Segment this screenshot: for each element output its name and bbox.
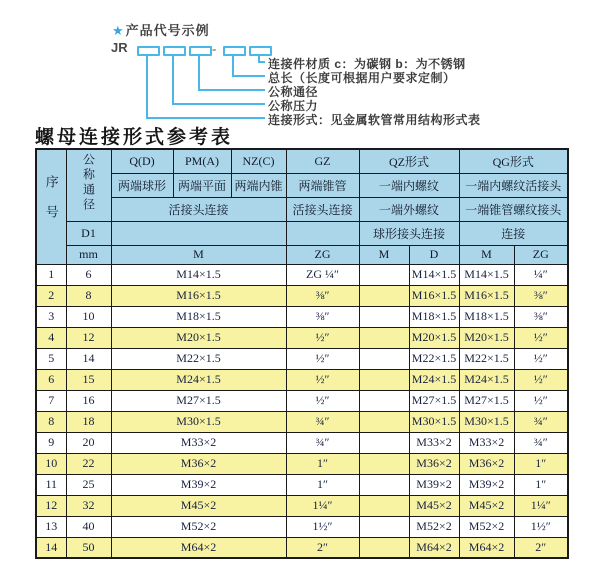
cell-qz-d: M52×2 (409, 516, 459, 537)
cell-nominal-diameter: 14 (66, 348, 111, 369)
cell-qz-d: M64×2 (409, 537, 459, 558)
cell-m-thread: M14×1.5 (111, 264, 286, 285)
cell-qg-m: M64×2 (459, 537, 514, 558)
header-qg-zg-label: ZG (514, 245, 568, 264)
cell-seq: 14 (36, 537, 66, 558)
cell-nominal-diameter: 6 (66, 264, 111, 285)
cell-qg-m: M24×1.5 (459, 369, 514, 390)
cell-nominal-diameter: 22 (66, 453, 111, 474)
cell-qg-zg: ½″ (514, 390, 568, 411)
header-nz-desc: 两端内锥 (231, 173, 286, 197)
header-blank-left (111, 221, 286, 245)
cell-qz-d: M18×1.5 (409, 306, 459, 327)
cell-seq: 6 (36, 369, 66, 390)
cell-gz-zg: 1½″ (286, 516, 359, 537)
cell-m-thread: M18×1.5 (111, 306, 286, 327)
cell-qz-d: M20×1.5 (409, 327, 459, 348)
cell-qg-zg: ½″ (514, 327, 568, 348)
star-icon: ★ (112, 23, 125, 38)
cell-m-thread: M64×2 (111, 537, 286, 558)
cell-qz-m (359, 411, 409, 432)
cell-m-thread: M36×2 (111, 453, 286, 474)
cell-nominal-diameter: 18 (66, 411, 111, 432)
cell-nominal-diameter: 10 (66, 306, 111, 327)
cell-qg-m: M52×2 (459, 516, 514, 537)
table-title: 螺母连接形式参考表 (35, 127, 234, 148)
cell-gz-zg: 1¼″ (286, 495, 359, 516)
cell-seq: 3 (36, 306, 66, 327)
cell-seq: 11 (36, 474, 66, 495)
cell-m-thread: M33×2 (111, 432, 286, 453)
cell-qg-m: M36×2 (459, 453, 514, 474)
cell-qg-m: M18×1.5 (459, 306, 514, 327)
cell-qz-d: M45×2 (409, 495, 459, 516)
cell-qg-m: M27×1.5 (459, 390, 514, 411)
table-row (36, 495, 568, 516)
header-col-q: Q(D) (111, 149, 173, 173)
cell-qg-zg: ¾″ (514, 411, 568, 432)
table-row (36, 390, 568, 411)
cell-seq: 5 (36, 348, 66, 369)
cell-qg-zg: 1″ (514, 453, 568, 474)
cell-gz-zg: ½″ (286, 369, 359, 390)
header-nominal-diameter: 公称通径 (66, 149, 111, 221)
cell-qz-m (359, 495, 409, 516)
cell-m-thread: M24×1.5 (111, 369, 286, 390)
cell-m-thread: M52×2 (111, 516, 286, 537)
table-body (36, 264, 568, 558)
header-qz-m-label: M (359, 245, 409, 264)
cell-m-thread: M22×1.5 (111, 348, 286, 369)
table-row (36, 516, 568, 537)
table-row (36, 264, 568, 285)
cell-gz-zg: ⅜″ (286, 285, 359, 306)
header-qz-connection: 球形接头连接 (359, 221, 459, 245)
table-row (36, 327, 568, 348)
cell-qz-m (359, 537, 409, 558)
cell-qg-m: M33×2 (459, 432, 514, 453)
table-row (36, 411, 568, 432)
callout-label-diameter: 公称通径 (268, 85, 319, 99)
code-box-4 (223, 46, 246, 56)
cell-qg-m: M39×2 (459, 474, 514, 495)
diagram-title (112, 20, 210, 39)
callout-line (172, 103, 265, 105)
cell-seq: 9 (36, 432, 66, 453)
header-gz-connection: 活接头连接 (286, 197, 359, 221)
cell-gz-zg: ⅜″ (286, 306, 359, 327)
cell-m-thread: M20×1.5 (111, 327, 286, 348)
callout-line (232, 75, 265, 77)
table-header (36, 149, 568, 264)
cell-gz-zg: 1″ (286, 453, 359, 474)
cell-qg-zg: 1″ (514, 474, 568, 495)
cell-nominal-diameter: 15 (66, 369, 111, 390)
header-zg-label: ZG (286, 245, 359, 264)
cell-qg-zg: ¼″ (514, 264, 568, 285)
cell-qz-d: M39×2 (409, 474, 459, 495)
cell-qg-zg: 2″ (514, 537, 568, 558)
cell-qg-zg: ½″ (514, 369, 568, 390)
cell-seq: 8 (36, 411, 66, 432)
code-box-2 (163, 46, 186, 56)
cell-seq: 4 (36, 327, 66, 348)
callout-line (198, 54, 200, 91)
header-d1: D1 (66, 221, 111, 245)
cell-qg-m: M20×1.5 (459, 327, 514, 348)
cell-qz-m (359, 306, 409, 327)
header-col-nz: NZ(C) (231, 149, 286, 173)
cell-qg-zg: ⅜″ (514, 306, 568, 327)
cell-m-thread: M16×1.5 (111, 285, 286, 306)
cell-qg-m: M22×1.5 (459, 348, 514, 369)
callout-label-material: 连接件材质 c：为碳钢 b：为不锈钢 (268, 57, 466, 71)
cell-seq: 13 (36, 516, 66, 537)
cell-nominal-diameter: 32 (66, 495, 111, 516)
header-qg-connection: 连接 (459, 221, 568, 245)
cell-nominal-diameter: 12 (66, 327, 111, 348)
cell-qz-m (359, 369, 409, 390)
cell-seq: 12 (36, 495, 66, 516)
diagram-title-text: 产品代号示例 (125, 23, 210, 38)
header-qg-desc-top: 一端内螺纹活接头 (459, 173, 568, 197)
callout-label-connection: 连接形式：见金属软管常用结构形式表 (268, 113, 481, 127)
header-col-qg: QG形式 (459, 149, 568, 173)
cell-qg-zg: 1½″ (514, 516, 568, 537)
cell-qg-m: M14×1.5 (459, 264, 514, 285)
header-qz-d-label: D (409, 245, 459, 264)
header-mm: mm (66, 245, 111, 264)
cell-qz-d: M24×1.5 (409, 369, 459, 390)
header-qg-desc-bottom: 一端锥管螺纹接头 (459, 197, 568, 221)
callout-line (258, 61, 265, 63)
header-q-desc: 两端球形 (111, 173, 173, 197)
cell-nominal-diameter: 40 (66, 516, 111, 537)
callout-line (146, 54, 148, 119)
cell-gz-zg: ½″ (286, 390, 359, 411)
cell-qz-d: M36×2 (409, 453, 459, 474)
cell-gz-zg: ¾″ (286, 411, 359, 432)
cell-qz-m (359, 432, 409, 453)
header-gz-desc: 两端锥管 (286, 173, 359, 197)
table-row (36, 348, 568, 369)
callout-line (198, 89, 265, 91)
cell-qg-zg: ½″ (514, 348, 568, 369)
table-row (36, 369, 568, 390)
code-box-1 (137, 46, 160, 56)
header-seq: 序号 (36, 149, 66, 264)
cell-qg-m: M45×2 (459, 495, 514, 516)
cell-nominal-diameter: 50 (66, 537, 111, 558)
cell-m-thread: M27×1.5 (111, 390, 286, 411)
cell-qg-m: M16×1.5 (459, 285, 514, 306)
header-union-connection: 活接头连接 (111, 197, 286, 221)
cell-nominal-diameter: 8 (66, 285, 111, 306)
cell-qz-m (359, 285, 409, 306)
cell-seq: 7 (36, 390, 66, 411)
cell-qz-m (359, 264, 409, 285)
cell-qz-m (359, 348, 409, 369)
callout-label-length: 总长（长度可根据用户要求定制） (268, 71, 456, 85)
cell-nominal-diameter: 16 (66, 390, 111, 411)
cell-qg-zg: 1¼″ (514, 495, 568, 516)
header-col-pm: PM(A) (173, 149, 231, 173)
header-qg-m-label: M (459, 245, 514, 264)
cell-gz-zg: 2″ (286, 537, 359, 558)
cell-gz-zg: ½″ (286, 348, 359, 369)
table-row (36, 285, 568, 306)
table-row (36, 453, 568, 474)
cell-seq: 10 (36, 453, 66, 474)
product-code-prefix: JR (111, 40, 128, 55)
cell-qz-d: M27×1.5 (409, 390, 459, 411)
cell-seq: 1 (36, 264, 66, 285)
cell-seq: 2 (36, 285, 66, 306)
code-box-3 (189, 46, 212, 56)
cell-qz-m (359, 327, 409, 348)
cell-qz-d: M30×1.5 (409, 411, 459, 432)
callout-label-pressure: 公称压力 (268, 99, 319, 113)
cell-m-thread: M30×1.5 (111, 411, 286, 432)
callout-line (146, 117, 265, 119)
header-col-qz: QZ形式 (359, 149, 459, 173)
cell-gz-zg: ½″ (286, 327, 359, 348)
code-dash: - (212, 41, 217, 56)
table-row (36, 474, 568, 495)
cell-qg-m: M30×1.5 (459, 411, 514, 432)
cell-qz-m (359, 516, 409, 537)
callout-line (232, 54, 234, 77)
cell-gz-zg: 1″ (286, 474, 359, 495)
header-col-gz: GZ (286, 149, 359, 173)
header-qz-desc-top: 一端内螺纹 (359, 173, 459, 197)
cell-qz-d: M22×1.5 (409, 348, 459, 369)
callout-line (172, 54, 174, 105)
cell-qz-d: M33×2 (409, 432, 459, 453)
cell-qz-m (359, 390, 409, 411)
table-row (36, 306, 568, 327)
cell-m-thread: M45×2 (111, 495, 286, 516)
cell-nominal-diameter: 20 (66, 432, 111, 453)
cell-qg-zg: ¾″ (514, 432, 568, 453)
header-qz-desc-bottom: 一端外螺纹 (359, 197, 459, 221)
header-m-label: M (111, 245, 286, 264)
cell-m-thread: M39×2 (111, 474, 286, 495)
cell-gz-zg: ZG ¼″ (286, 264, 359, 285)
table-row (36, 432, 568, 453)
cell-qz-d: M14×1.5 (409, 264, 459, 285)
cell-qz-m (359, 474, 409, 495)
cell-qz-d: M16×1.5 (409, 285, 459, 306)
header-pm-desc: 两端平面 (173, 173, 231, 197)
nut-connection-table (35, 148, 569, 559)
cell-qg-zg: ⅜″ (514, 285, 568, 306)
table-row (36, 537, 568, 558)
header-blank-gz (286, 221, 359, 245)
cell-qz-m (359, 453, 409, 474)
cell-gz-zg: ¾″ (286, 432, 359, 453)
cell-nominal-diameter: 25 (66, 474, 111, 495)
